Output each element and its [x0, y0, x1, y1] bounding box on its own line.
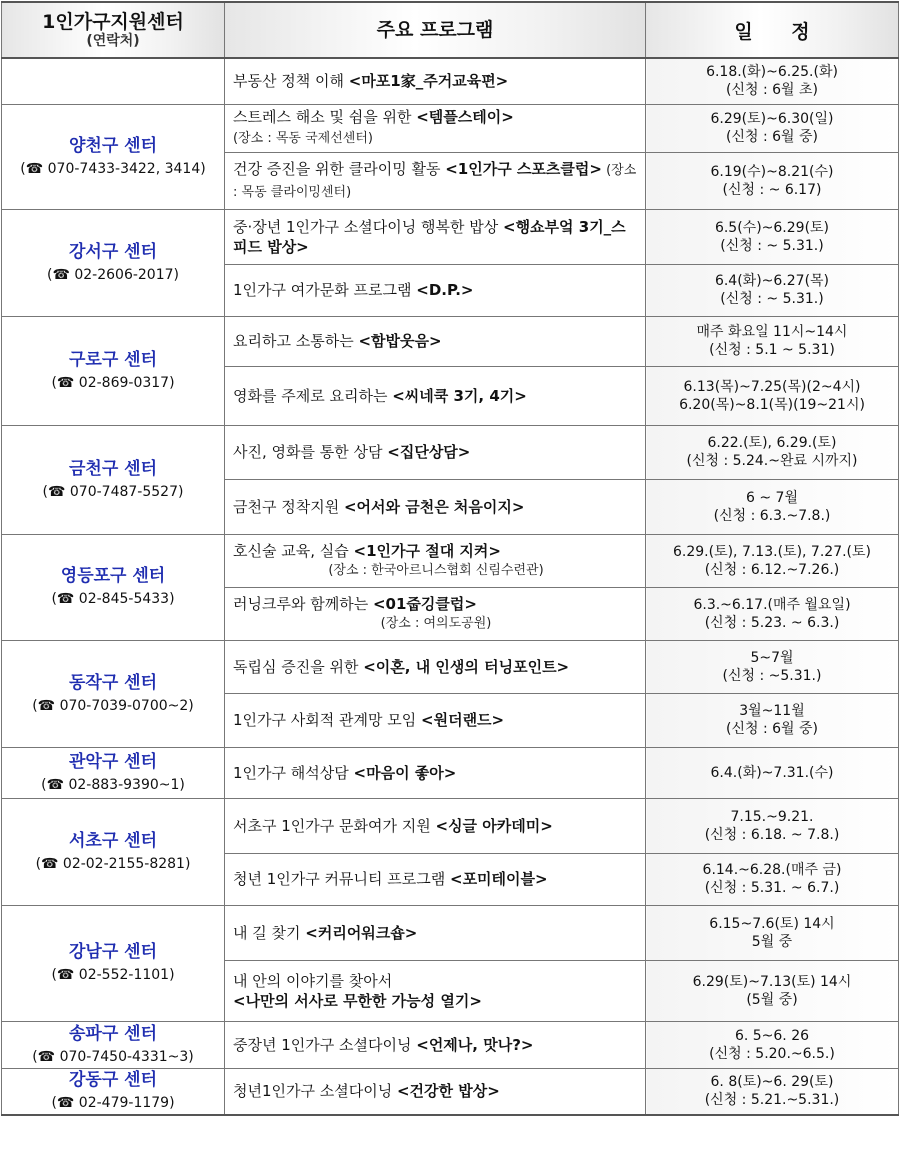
program-desc: 러닝크루와 함께하는 — [233, 594, 373, 613]
program-desc: 중·장년 1인가구 소셜다이닝 행복한 밥상 — [233, 217, 503, 236]
schedule-line: 6.22.(토), 6.29.(토) — [707, 435, 837, 451]
center-phone: (☎ 02-479-1179) — [51, 1095, 175, 1112]
program-cell — [225, 747, 646, 798]
schedule-line: (신청 : 5.20.~6.5.) — [709, 1045, 835, 1062]
center-phone: (☎ 070-7433-3422, 3414) — [20, 160, 206, 177]
table-row — [2, 209, 899, 264]
program-desc: 호신술 교육, 실습 — [233, 541, 354, 560]
schedule-cell — [646, 693, 899, 747]
program-cell — [225, 104, 646, 152]
center-name: 관악구 센터 — [68, 751, 158, 772]
center-cell — [2, 640, 225, 747]
table-row — [2, 425, 899, 479]
schedule-line: 5~7월 — [750, 649, 794, 666]
program-title: <마음이 좋아> — [353, 763, 457, 782]
center-name: 영등포구 센터 — [60, 566, 166, 586]
schedule-line: 6 ~ 7월 — [746, 489, 798, 506]
program-desc: 금천구 정착지원 — [233, 497, 344, 516]
schedule-line: (신청 : 5.24.~완료 시까지) — [686, 453, 858, 469]
center-cell — [2, 209, 225, 316]
schedule-line: (신청 : 5.21.~5.31.) — [704, 1092, 840, 1109]
header-center-title: 1인가구지원센터 — [42, 10, 184, 33]
program-cell — [225, 853, 646, 905]
program-cell — [225, 264, 646, 316]
header-program — [225, 2, 646, 58]
schedule-line: (신청 : ~ 5.31.) — [720, 291, 824, 307]
program-location-note: (장소 : 목동 클라이밍센터) — [233, 162, 637, 200]
center-name: 강남구 센터 — [68, 942, 158, 962]
program-table — [1, 1, 899, 1116]
program-desc: 내 길 찾기 — [233, 923, 306, 942]
schedule-line: (신청 : 6.12.~7.26.) — [704, 561, 840, 578]
program-cell — [225, 479, 646, 534]
program-cell — [225, 693, 646, 747]
program-desc: 영화를 주제로 요리하는 — [233, 386, 393, 405]
schedule-cell — [646, 479, 899, 534]
schedule-cell — [646, 264, 899, 316]
schedule-line: (신청 : ~ 5.31.) — [720, 237, 824, 254]
schedule-line: 5월 중 — [751, 933, 793, 950]
program-title: <나만의 서사로 무한한 가능성 열기> — [233, 991, 482, 1010]
program-title: <1인가구 스포츠클럽> — [445, 159, 602, 178]
program-title: <템플스테이> — [416, 108, 514, 126]
program-title: <이혼, 내 인생의 터닝포인트> — [363, 657, 570, 676]
program-desc: 1인가구 해석상담 — [233, 763, 354, 782]
schedule-line: 6. 8(토)~6. 29(토) — [710, 1074, 834, 1091]
schedule-line: 6.5(수)~6.29(토) — [714, 219, 830, 236]
center-phone: (☎ 02-845-5433) — [51, 591, 175, 607]
schedule-line: 6.29.(토), 7.13.(토), 7.27.(토) — [672, 543, 871, 560]
program-desc: 건강 증진을 위한 클라이밍 활동 — [233, 159, 446, 178]
center-name: 동작구 센터 — [68, 672, 158, 693]
center-name: 양천구 센터 — [68, 135, 158, 156]
schedule-cell — [646, 425, 899, 479]
schedule-cell — [646, 798, 899, 853]
program-cell — [225, 534, 646, 587]
table-row — [2, 640, 899, 693]
schedule-line: 6.18.(화)~6.25.(화) — [706, 64, 838, 81]
program-location-note: (장소 : 여의도공원) — [380, 615, 492, 631]
program-desc: 서초구 1인가구 문화여가 지원 — [233, 816, 436, 835]
program-title: <커리어워크숍> — [305, 923, 418, 942]
program-cell — [225, 640, 646, 693]
program-title: <01줍깅클럽> — [372, 594, 477, 613]
schedule-cell — [646, 366, 899, 425]
schedule-line: 7.15.~9.21. — [730, 808, 814, 825]
schedule-cell — [646, 1021, 899, 1068]
schedule-cell — [646, 58, 899, 104]
schedule-cell — [646, 853, 899, 905]
table-row — [2, 905, 899, 960]
header-center — [2, 2, 225, 58]
schedule-line: 6.29(토)~6.30(일) — [710, 111, 834, 127]
schedule-line: (신청 : 6월 중) — [726, 129, 818, 145]
program-desc: 청년 1인가구 커뮤니티 프로그램 — [233, 870, 450, 888]
schedule-line: (신청 : 6월 중) — [726, 721, 818, 737]
program-cell — [225, 366, 646, 425]
table-row — [2, 316, 899, 366]
program-location-note: (장소 : 목동 국제선센터) — [233, 131, 373, 146]
program-cell — [225, 209, 646, 264]
header-schedule — [646, 2, 899, 58]
table-body — [2, 58, 899, 1115]
center-phone: (☎ 070-7039-0700~2) — [32, 697, 194, 714]
program-cell — [225, 152, 646, 209]
schedule-cell — [646, 960, 899, 1021]
program-cell — [225, 587, 646, 640]
program-desc: 요리하고 소통하는 — [233, 332, 359, 350]
schedule-line: 6.14.~6.28.(매주 금) — [702, 862, 842, 878]
center-cell — [2, 798, 225, 905]
program-title: <1인가구 절대 지켜> — [353, 541, 501, 560]
center-phone: (☎ 02-02-2155-8281) — [35, 855, 191, 872]
center-phone: (☎ 070-7450-4331~3) — [32, 1048, 194, 1065]
program-title: <건강한 밥상> — [396, 1082, 500, 1101]
schedule-cell — [646, 104, 899, 152]
center-cell — [2, 534, 225, 640]
schedule-line: (신청 : ~5.31.) — [722, 667, 822, 684]
program-cell — [225, 316, 646, 366]
center-name: 송파구 센터 — [68, 1023, 158, 1044]
table-row — [2, 1068, 899, 1115]
center-cell — [2, 104, 225, 209]
program-title: <포미테이블> — [450, 870, 548, 888]
table-row — [2, 1021, 899, 1068]
program-desc: 스트레스 해소 및 쉼을 위한 — [233, 108, 417, 126]
program-cell — [225, 425, 646, 479]
program-desc: 청년1인가구 소셜다이닝 — [233, 1082, 397, 1101]
program-desc: 독립심 증진을 위한 — [233, 657, 364, 676]
schedule-line: 6.15~7.6(토) 14시 — [709, 915, 835, 932]
program-title: <마포1家_주거교육편> — [348, 72, 509, 91]
program-title: <싱글 아카데미> — [435, 816, 553, 835]
schedule-line: (신청 : 5.23. ~ 6.3.) — [704, 614, 840, 631]
schedule-line: 6.19(수)~8.21(수) — [710, 163, 834, 180]
center-cell — [2, 316, 225, 425]
schedule-cell — [646, 747, 899, 798]
program-desc: 부동산 정책 이해 — [233, 72, 349, 91]
schedule-cell — [646, 152, 899, 209]
schedule-line: (신청 : 5.1 ~ 5.31) — [709, 342, 835, 358]
schedule-line: 6.4(화)~6.27(목) — [714, 273, 830, 289]
schedule-line: 6.13(목)~7.25(목)(2~4시) — [683, 378, 861, 395]
program-cell — [225, 1021, 646, 1068]
center-cell — [2, 58, 225, 104]
schedule-line: (5월 중) — [746, 991, 798, 1008]
schedule-line: 6.3.~6.17.(매주 월요일) — [693, 596, 851, 613]
center-cell — [2, 425, 225, 534]
schedule-line: 3월~11월 — [739, 703, 805, 719]
program-title: <함밥웃음> — [358, 332, 442, 350]
program-location-note: (장소 : 한국아르니스협회 신림수련관) — [328, 562, 544, 578]
schedule-line: (신청 : 6월 초) — [726, 82, 818, 99]
table-row — [2, 747, 899, 798]
center-cell — [2, 1021, 225, 1068]
schedule-cell — [646, 534, 899, 587]
center-cell — [2, 747, 225, 798]
center-phone: (☎ 02-552-1101) — [51, 967, 175, 983]
schedule-line: (신청 : 6.18. ~ 7.8.) — [704, 826, 840, 843]
schedule-cell — [646, 316, 899, 366]
schedule-line: 6.4.(화)~7.31.(수) — [710, 764, 834, 781]
program-desc: 1인가구 사회적 관계망 모임 — [233, 711, 422, 729]
center-phone: (☎ 02-883-9390~1) — [41, 776, 185, 793]
center-cell — [2, 1068, 225, 1115]
program-title: <어서와 금천은 처음이지> — [343, 497, 525, 516]
program-desc: 내 안의 이야기를 찾아서 — [233, 971, 393, 990]
schedule-line: 6.20(목)~8.1(목)(19~21시) — [679, 396, 865, 413]
center-name: 구로구 센터 — [68, 349, 158, 370]
program-title: <행쇼부엌 3기_스피드 밥상> — [233, 217, 626, 256]
schedule-line: (신청 : ~ 6.17) — [722, 181, 822, 198]
schedule-line: 매주 화요일 11시~14시 — [696, 324, 848, 340]
table-row — [2, 104, 899, 152]
center-name: 서초구 센터 — [68, 830, 158, 851]
program-desc: 사진, 영화를 통한 상담 — [233, 443, 388, 461]
header-schedule-title: 일 정 — [734, 20, 826, 43]
program-cell — [225, 798, 646, 853]
schedule-cell — [646, 905, 899, 960]
table-row — [2, 534, 899, 587]
center-phone: (☎ 070-7487-5527) — [42, 483, 184, 500]
program-title: <D.P.> — [416, 281, 474, 299]
header-center-sub: (연락처) — [86, 32, 140, 49]
program-cell — [225, 905, 646, 960]
schedule-cell — [646, 1068, 899, 1115]
schedule-line: (신청 : 5.31. ~ 6.7.) — [704, 880, 840, 896]
program-desc: 1인가구 여가문화 프로그램 — [233, 281, 417, 299]
program-title: <원더랜드> — [421, 711, 505, 729]
center-name: 강동구 센터 — [68, 1070, 158, 1091]
schedule-cell — [646, 209, 899, 264]
center-name: 강서구 센터 — [68, 241, 158, 262]
table-header — [2, 2, 899, 58]
header-program-title: 주요 프로그램 — [376, 19, 494, 41]
program-desc: 중장년 1인가구 소셜다이닝 — [233, 1035, 417, 1054]
table-row — [2, 798, 899, 853]
center-cell — [2, 905, 225, 1021]
schedule-line: 6.29(토)~7.13(토) 14시 — [692, 973, 852, 990]
table-row — [2, 58, 899, 104]
schedule-cell — [646, 587, 899, 640]
center-phone: (☎ 02-2606-2017) — [47, 266, 179, 283]
program-title: <집단상담> — [387, 443, 471, 461]
schedule-line: 6. 5~6. 26 — [734, 1027, 810, 1044]
program-title: <언제나, 맛나?> — [416, 1035, 534, 1054]
program-cell — [225, 960, 646, 1021]
program-title: <씨네쿡 3기, 4기> — [392, 386, 527, 405]
program-cell — [225, 1068, 646, 1115]
center-phone: (☎ 02-869-0317) — [51, 374, 175, 391]
program-cell — [225, 58, 646, 104]
center-name: 금천구 센터 — [68, 458, 158, 479]
center-phone — [2, 80, 224, 82]
schedule-cell — [646, 640, 899, 693]
schedule-line: (신청 : 6.3.~7.8.) — [713, 507, 831, 524]
